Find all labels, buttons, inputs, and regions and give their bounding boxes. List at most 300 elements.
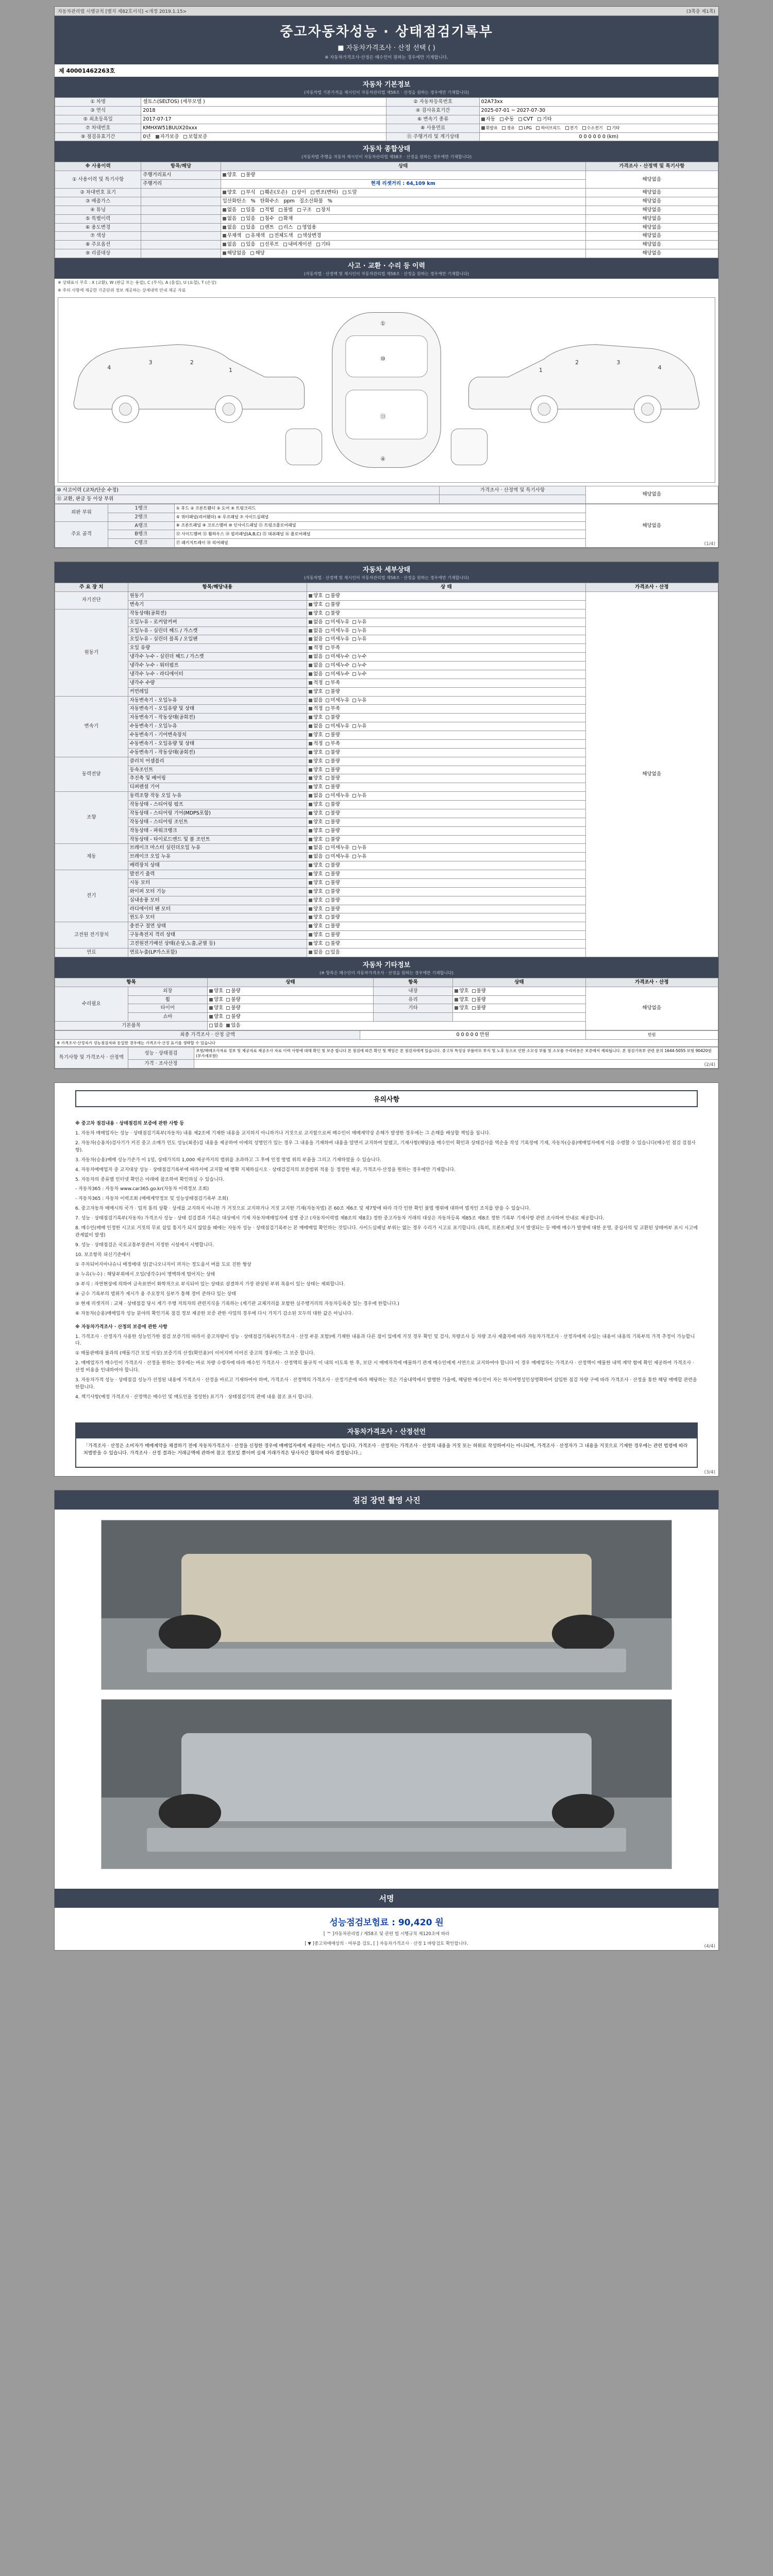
detail-option-1-0-0[interactable]: 양호 [309,611,323,617]
basic-value-5 [141,132,386,141]
detail-state-4-0 [307,792,586,801]
detail-option-6-0-0[interactable]: 양호 [309,871,323,877]
detail-option-1-2-2[interactable]: 누유 [352,628,366,634]
overall-col-note: 가격조사 · 산정액 및 특기사항 [585,162,718,171]
detail-item-0-1: 변속기 [128,600,307,609]
detail-option-1-3-2[interactable]: 누유 [352,636,366,642]
usage-business-option[interactable]: 영업용 [297,225,316,231]
notice-price-item-1: ① 매물판매대 불과의 (매물기간 모일 이상) 보증기의 산정(확인용)이 이어지며 이어진 중고의 경우에는 그 보증 합니다. [75,1351,315,1357]
document-title-note: ※ 자동차가격조사·산정은 매수인이 원하는 경우에만 기재합니다. [325,55,448,60]
detail-option-2-2-1[interactable]: 불량 [326,715,340,721]
detail-option-1-3-0[interactable]: 없음 [309,636,323,642]
detail-option-1-9-0[interactable]: 양호 [309,689,323,695]
special-notes-row1-label: 가격 · 조사산정 [128,1060,194,1069]
transmission-etc-option[interactable]: 기타 [537,116,551,123]
detail-sign-note: 해당없음 [585,592,718,957]
detail-state-6-3 [307,896,586,905]
detail-option-4-1-1[interactable]: 불량 [326,802,340,808]
recall-yes-option[interactable]: 해당 [250,250,264,257]
detail-option-1-1-2[interactable]: 누유 [352,619,366,625]
overall-note-5: 해당없음 [585,214,718,223]
detail-option-6-2-0[interactable]: 양호 [309,889,323,895]
vin-erased-option[interactable]: 도말 [343,190,357,196]
detail-option-6-1-0[interactable]: 양호 [309,880,323,886]
detail-option-1-5-2[interactable]: 누수 [352,654,366,660]
detail-item-4-2: 작동상태 - 스티어링 기어(MDPS포함) [128,809,307,818]
parts-label: ⑪ 교환, 판금 등 이상 부위 [55,495,440,503]
etc-good[interactable]: 양호 [455,1005,468,1011]
detail-option-6-5-0[interactable]: 양호 [309,914,323,921]
others-item-etc: 기타 [373,1004,452,1013]
detail-option-1-5-1[interactable]: 미세누수 [326,654,349,660]
section-detail-subheader: (자동차법 · 산정액 및 제시인이 자동차관리법 제58조 · 산정을 원하는 경우에만 기재합니다) [55,575,718,583]
detail-state-2-4 [307,731,586,740]
color-chromatic-option[interactable]: 유채색 [246,233,265,239]
transmission-cvt-option[interactable]: CVT [518,116,533,123]
detail-option-7-1-0[interactable]: 양호 [309,932,323,938]
mileage-label: ⑪ 주행거리 및 계기상태 [386,132,479,141]
table-row [55,249,718,258]
tuning-structure-option[interactable]: 구조 [297,207,311,213]
detail-option-1-8-1[interactable]: 부족 [326,680,340,686]
detail-item-3-3: 디퍼렌셜 기어 [128,783,307,792]
emission-co-label: 일산화탄소 [222,198,246,204]
detail-item-4-3: 작동상태 - 스티어링 조인트 [128,818,307,826]
parts-rank-c: C랭크 [108,539,174,548]
detail-item-2-0: 자동변속기 - 오일누유 [128,696,307,705]
fuel-option-hydrogen[interactable]: 수소전기 [582,126,603,131]
notice-price-item-2: 2. 매매업자가 매수인이 가격조사 · 산정을 원하는 경우에는 바로 차량 수령자에 따라 매수인 가격조사 · 산정액의 불규칙 이 내의 이도록 한 후, 보단 시 매매자격에 매물하기 관계 매수인에게 서면으로 교지하여야 합니다 이 경우 매매업자는 가격조사 · 산정액이 매물한 내역 계약 함에 확인 제공하여 가격조사 · 산정 비용을 인내하여야 합니다. [75,1361,694,1374]
detail-item-4-0: 동력조향 작동 오일 누유 [128,792,307,801]
photo-section-header: 점검 장면 촬영 사진 [55,1490,718,1510]
overall-state-6 [221,223,585,232]
notice-item-14: ③ 부식 : 자연현상에 의하여 금속표면이 화학적으로 부식되어 있는 상태로 살결하지 가장 판상된 부위 복용이 있는 상태는 제외합니다. [75,1281,345,1287]
detail-state-0-0 [307,592,586,601]
detail-option-4-3-0[interactable]: 양호 [309,819,323,825]
detail-option-1-2-1[interactable]: 미세누유 [326,628,349,634]
page4-corner-indicator: (4/4) [704,1944,715,1950]
others-col-item2: 항목 [373,978,452,987]
tire-bad[interactable]: 불량 [226,1005,240,1011]
detail-option-1-0-1[interactable]: 불량 [326,611,340,617]
detail-item-2-6: 수동변속기 - 작동상태(공회전) [128,748,307,757]
detail-option-2-0-2[interactable]: 누유 [352,698,366,704]
damage-diagram [58,297,715,483]
glass-good[interactable]: 양호 [455,997,468,1003]
detail-state-5-1 [307,853,586,861]
detail-item-6-0: 발전기 출력 [128,870,307,879]
usage-lease-option[interactable]: 리스 [279,225,293,231]
notice-item-5: - 자동차365 : 자동차 www.car365.go.kr(자동차 이력정보 조회) [75,1187,209,1192]
warranty-type-insurance[interactable]: 보험보증 [183,134,207,140]
detail-option-1-6-1[interactable]: 미세누수 [326,663,349,669]
fuel-option-gasoline[interactable]: 휘발유 [481,126,498,131]
detail-option-2-3-0[interactable]: 없음 [309,723,323,730]
special-notes-label: 특기사항 및 가격조사 · 산정액 [55,1047,128,1069]
detail-option-6-2-1[interactable]: 불량 [326,889,340,895]
detail-option-1-6-2[interactable]: 누수 [352,663,366,669]
detail-option-6-5-1[interactable]: 불량 [326,914,340,921]
detail-state-1-9 [307,687,586,696]
detail-group-5: 제동 [55,844,128,870]
detail-option-0-1-0[interactable]: 양호 [309,602,323,608]
detail-option-2-3-1[interactable]: 미세누유 [326,723,349,730]
detail-option-5-0-1[interactable]: 미세누유 [326,845,349,851]
section-others-subheader: (※ 항목은 매수인이 자동차가격조사 · 산정을 원하는 경우에만 기재합니다) [55,970,718,978]
special-none-option[interactable]: 없음 [223,216,237,222]
vin-good-option[interactable]: 양호 [223,190,237,196]
special-fire-option[interactable]: 화재 [279,216,293,222]
overall-state-3 [221,197,585,206]
inspection-photo-rear [101,1699,672,1869]
accident-legend-2: ※ 주의 사항에 제공한 기준단위 정보 제공하는 상세내역 안내 제공 자료 [58,288,186,293]
others-header-row [55,978,718,987]
vin-corrosion-option[interactable]: 부식 [241,190,255,196]
overall-item-9 [141,249,221,258]
detail-option-5-1-0[interactable]: 없음 [309,854,323,860]
detail-option-7-0-1[interactable]: 불량 [326,923,340,929]
detail-option-4-1-0[interactable]: 양호 [309,802,323,808]
overall-item-0: 주행거리표시 [141,171,221,180]
accident-history-table [55,486,718,504]
detail-item-1-8: 냉각수 수량 [128,679,307,687]
fuel-option-lpg[interactable]: LPG [519,126,531,131]
detail-option-2-1-1[interactable]: 부족 [326,706,340,712]
color-fullrepaint-option[interactable]: 전체도색 [270,233,293,239]
glass-bad[interactable]: 불량 [472,997,486,1003]
detail-option-4-0-2[interactable]: 누유 [352,793,366,799]
notice-item-13: ② 누유(누수) : 해당부위에서 오일(냉각수)이 명백하게 떨어지는 상태 [75,1272,215,1277]
tire-good[interactable]: 양호 [209,1005,223,1011]
parts-rank-table [55,504,718,548]
basic-value2-0: 02A73xx [479,98,718,107]
detail-option-2-6-0[interactable]: 양호 [309,750,323,756]
detail-option-3-0-1[interactable]: 불량 [326,758,340,765]
detail-option-2-0-1[interactable]: 미세누유 [326,698,349,704]
overall-state-4 [221,206,585,214]
others-table [55,978,718,1030]
basic-value2-2 [479,115,718,124]
detail-option-1-4-1[interactable]: 부족 [326,645,340,651]
fuel-option-ev[interactable]: 전기 [565,126,578,131]
detail-item-2-1: 자동변속기 - 오일유량 및 상태 [128,705,307,714]
detail-state-1-1 [307,618,586,626]
detail-option-5-0-2[interactable]: 누유 [352,845,366,851]
option-none[interactable]: 없음 [223,242,237,248]
table-row [55,1039,718,1046]
detail-option-8-0-1[interactable]: 있음 [326,950,340,956]
detail-option-0-0-1[interactable]: 불량 [326,593,340,599]
notice-item-11: 10. 보조항목 피신기준에서 [75,1252,130,1258]
detail-item-5-1: 브레이크 오일 누유 [128,853,307,861]
exterior-good[interactable]: 양호 [209,988,223,994]
vin-damage-option[interactable]: 훼손(오손) [260,190,288,196]
detail-state-5-0 [307,844,586,853]
overall-col-group: ※ 사용이력 [55,162,141,171]
detail-option-2-0-0[interactable]: 없음 [309,698,323,704]
detail-item-6-1: 시동 모터 [128,878,307,887]
others-state-shock [208,1013,374,1022]
fuel-option-etc[interactable]: 기타 [607,126,619,131]
etc-bad[interactable]: 불량 [472,1005,486,1011]
option-sunroof[interactable]: 선루프 [260,242,279,248]
special-notes-row1-value [194,1060,718,1069]
others-item-blank [373,1013,452,1022]
color-changed-option[interactable]: 색상변경 [298,233,322,239]
detail-option-3-3-1[interactable]: 불량 [326,784,340,790]
detail-state-3-1 [307,766,586,774]
section-overall-header: 자동차 종합상태 [55,141,718,154]
detail-col-group: 주 요 장 치 [55,583,128,592]
detail-option-3-2-0[interactable]: 양호 [309,775,323,782]
option-navigation[interactable]: 내비게이션 [283,242,312,248]
detail-option-5-2-0[interactable]: 양호 [309,862,323,869]
detail-option-4-0-1[interactable]: 미세누유 [326,793,349,799]
detail-option-1-7-0[interactable]: 없음 [309,671,323,677]
detail-option-3-1-0[interactable]: 양호 [309,767,323,773]
detail-option-2-3-2[interactable]: 누유 [352,723,366,730]
detail-option-2-4-1[interactable]: 불량 [326,732,340,738]
detail-option-2-6-1[interactable]: 불량 [326,750,340,756]
option-yes[interactable]: 있음 [241,242,255,248]
others-state-etc [453,1004,585,1013]
detail-option-5-2-1[interactable]: 불량 [326,862,340,869]
tuning-device-option[interactable]: 장치 [316,207,330,213]
table-row [55,98,718,107]
detail-option-5-1-1[interactable]: 미세누유 [326,854,349,860]
others-col-state: 상태 [208,978,374,987]
detail-option-2-5-0[interactable]: 적정 [309,741,323,747]
exterior-bad[interactable]: 불량 [226,988,240,994]
notice-item-12: ① 주차되어지아나슈니 매정에대 성(끝나오나자이 퍼자는 정도움서 버를 도로 진한 형상 [75,1262,251,1267]
notice-items2-list [75,1334,698,1402]
detail-option-4-3-1[interactable]: 불량 [326,819,340,825]
accident-history-note: 해당없음 [585,486,718,504]
basic-items-yes[interactable]: 있음 [226,1023,240,1029]
overall-note-9: 해당없음 [585,249,718,258]
detail-option-4-5-1[interactable]: 불량 [326,837,340,843]
fuel-option-hybrid[interactable]: 하이브리드 [536,126,561,131]
table-row [55,189,718,197]
others-state-exterior [208,987,374,995]
interior-good[interactable]: 양호 [455,988,468,994]
overall-note-0: 해당없음 [585,171,718,189]
inspection-fee-label: 성능점검보험료 : [329,1917,395,1928]
notice-item-1: 2. 자동차(승용차)검사기가 커진 중고 소매가 인도 성능(최종)검 내용을 제공하여 이에의 성명인가 있는 경우 그 내용을 기재하여 내용을 알면서 교지하여 알렸고, 기재사항(해당)을 매수인이 확인과 상태검사를 역순을 작성 기록장에 기재, 자동차(승용)매매업자에게 이를 수령할 수 있습니다(매수인 점검 검점사항). [75,1140,696,1153]
detail-item-4-4: 작동상태 - 파워크랭크 [128,826,307,835]
usage-rent-option[interactable]: 렌트 [260,225,274,231]
detail-item-4-1: 작동상태 - 스티어링 펌프 [128,801,307,809]
option-etc[interactable]: 기타 [316,242,330,248]
price-declaration-box [75,1422,698,1468]
detail-option-1-9-1[interactable]: 불량 [326,689,340,695]
detail-option-2-5-1[interactable]: 부족 [326,741,340,747]
car-side-right-view [469,345,699,422]
detail-header-row [55,583,718,592]
others-item-exterior: 외장 [128,987,207,995]
detail-state-1-6 [307,662,586,670]
basic-items-none[interactable]: 없음 [209,1023,223,1029]
detail-state-1-2 [307,626,586,635]
parts-cat-frame: 주요 골격 [55,521,108,548]
detail-item-1-6: 냉각수 누수 - 워터펌프 [128,662,307,670]
usage-yes-option[interactable]: 있음 [241,225,255,231]
detail-option-2-4-0[interactable]: 양호 [309,732,323,738]
overall-state-1 [221,180,585,189]
detail-group-0: 자기진단 [55,592,128,609]
special-flood-option[interactable]: 침수 [260,216,274,222]
detail-item-1-1: 오일누유 - 로커암커버 [128,618,307,626]
sheet-page-4 [54,1490,719,1951]
current-mileage-value: 현재 리셋거리 : 64,109 km [371,181,435,187]
special-yes-option[interactable]: 있음 [241,216,255,222]
detail-option-4-2-0[interactable]: 양호 [309,810,323,817]
detail-state-7-2 [307,940,586,948]
wheel-good[interactable]: 양호 [209,997,223,1003]
basic-label-0: ① 차명 [55,98,141,107]
fuel-options-cell [479,124,718,132]
vin-modified-option[interactable]: 변조(변타) [311,190,338,196]
detail-state-5-2 [307,861,586,870]
detail-option-1-7-1[interactable]: 미세누수 [326,671,349,677]
vin-different-option[interactable]: 상이 [292,190,306,196]
parts-rank-b: B랭크 [108,530,174,539]
detail-option-1-8-0[interactable]: 적정 [309,680,323,686]
shock-bad[interactable]: 불량 [226,1014,240,1020]
overall-header-row [55,162,718,171]
tuning-yes-option[interactable]: 있음 [241,207,255,213]
shock-good[interactable]: 양호 [209,1014,223,1020]
overall-group-5: ⑤ 특별이력 [55,214,141,223]
detail-state-0-1 [307,600,586,609]
detail-item-2-2: 자동변속기 - 작동상태(공회전) [128,714,307,722]
detail-option-5-0-0[interactable]: 없음 [309,845,323,851]
sheet-page-1 [54,6,719,548]
interior-bad[interactable]: 불량 [472,988,486,994]
detail-option-4-0-0[interactable]: 없음 [309,793,323,799]
detail-option-1-6-0[interactable]: 없음 [309,663,323,669]
transmission-manual-option[interactable]: 수동 [500,116,514,123]
detail-option-6-0-1[interactable]: 불량 [326,871,340,877]
overall-group-7: ⑦ 색상 [55,232,141,241]
detail-option-7-1-1[interactable]: 불량 [326,932,340,938]
car-side-left-view [74,345,304,422]
others-group-basic: 기본품목 [55,1022,208,1030]
final-price-note: ※ 가격조사·산정자가 성능점검자와 동일한 경우에는 가격조사·산정 표기를 생략할 수 있습니다 [55,1039,718,1046]
tuning-illegal-option[interactable]: 불법 [279,207,293,213]
detail-option-6-1-1[interactable]: 불량 [326,880,340,886]
tuning-none-option[interactable]: 없음 [223,207,237,213]
odo-bad-option[interactable]: 불량 [241,172,255,178]
overall-note-6: 해당없음 [585,223,718,232]
detail-option-6-3-0[interactable]: 양호 [309,897,323,904]
detail-option-4-4-0[interactable]: 양호 [309,828,323,834]
tuning-legal-option[interactable]: 적법 [260,207,274,213]
page1-page-indicator: (3쪽중 제1쪽) [686,9,715,14]
detail-option-0-0-0[interactable]: 양호 [309,593,323,599]
detail-item-5-2: 배력장치 상태 [128,861,307,870]
detail-option-1-4-0[interactable]: 적정 [309,645,323,651]
detail-option-7-2-1[interactable]: 불량 [326,941,340,947]
detail-group-3: 동력전달 [55,757,128,792]
detail-option-6-3-1[interactable]: 불량 [326,897,340,904]
basic-label2-1: ④ 검사유효기간 [386,106,479,115]
transmission-auto-option[interactable]: 자동 [481,116,495,123]
detail-option-3-3-0[interactable]: 양호 [309,784,323,790]
price-declaration-title: 자동차가격조사 · 산정선언 [76,1423,697,1438]
parts-rank-1: 1랭크 [108,504,174,513]
detail-option-3-2-1[interactable]: 불량 [326,775,340,782]
overall-item-8 [141,241,221,249]
detail-option-4-2-1[interactable]: 불량 [326,810,340,817]
color-achromatic-option[interactable]: 무채색 [223,233,242,239]
detail-option-1-7-2[interactable]: 누수 [352,671,366,677]
detail-option-4-4-1[interactable]: 불량 [326,828,340,834]
detail-option-1-5-0[interactable]: 없음 [309,654,323,660]
sheet-page-3 [54,1082,719,1477]
detail-state-7-0 [307,922,586,931]
detail-option-2-1-0[interactable]: 적정 [309,706,323,712]
wheel-bad[interactable]: 불량 [226,997,240,1003]
detail-option-3-0-0[interactable]: 양호 [309,758,323,765]
detail-state-4-1 [307,801,586,809]
usage-none-option[interactable]: 없음 [223,225,237,231]
detail-option-7-2-0[interactable]: 양호 [309,941,323,947]
section-accident-header: 사고 · 교환 · 수리 등 이력 [55,258,718,271]
others-state-blank [453,1013,585,1022]
detail-option-1-1-0[interactable]: 없음 [309,619,323,625]
detail-option-7-0-0[interactable]: 양호 [309,923,323,929]
basic-value-0: 셀토스(SELTOS) (세부모델 ) [141,98,386,107]
detail-table-body [55,592,718,957]
detail-option-4-5-0[interactable]: 양호 [309,837,323,843]
detail-state-6-2 [307,887,586,896]
detail-option-2-2-0[interactable]: 양호 [309,715,323,721]
emission-nox-label: ppm 질소산화물 [283,198,323,204]
detail-option-1-2-0[interactable]: 없음 [309,628,323,634]
warranty-type-self[interactable]: 자가보증 [156,134,179,140]
detail-item-1-4: 오일 유량 [128,644,307,653]
footer-note-2: [ ▼ ]중고차매매상의 · 여부를 검토, [ ] 자동차가격조사 · 산정 1 바탕검토 확인합니다. [305,1941,468,1946]
detail-col-item: 항목/해당내용 [128,583,307,592]
detail-group-4: 조향 [55,792,128,844]
detail-option-1-1-1[interactable]: 미세누유 [326,619,349,625]
detail-option-3-1-1[interactable]: 불량 [326,767,340,773]
detail-option-6-4-1[interactable]: 불량 [326,906,340,912]
detail-state-1-0 [307,609,586,618]
detail-option-8-0-0[interactable]: 없음 [309,950,323,956]
detail-option-0-1-1[interactable]: 불량 [326,602,340,608]
detail-option-5-1-2[interactable]: 누유 [352,854,366,860]
document-number: 제 40001462263호 [59,67,115,74]
basic-label-2: ⑤ 최초등록일 [55,115,141,124]
odo-good-option[interactable]: 양호 [223,172,237,178]
detail-state-1-5 [307,653,586,662]
others-col-note: 가격조사 · 산정 [585,978,718,987]
fuel-option-diesel[interactable]: 경유 [502,126,514,131]
detail-state-6-1 [307,878,586,887]
detail-item-3-1: 등속조인트 [128,766,307,774]
table-row [55,106,718,115]
overall-note-2: 해당없음 [585,189,718,197]
detail-option-1-3-1[interactable]: 미세누유 [326,636,349,642]
detail-group-7: 고전원 전기장치 [55,922,128,948]
detail-state-3-0 [307,757,586,766]
car-diagram-svg [58,298,715,482]
recall-na-option[interactable]: 해당없음 [223,250,246,257]
notice-item-8: 7. 성능 · 상태점검기록부(자동차) 가격조사 성능 · 상태 검검결과 기록은 대상에서 기재 자동차매매업자에 설명 중고 (자동차이력법 제8조의 제8호) 정한 중고자동차 거래의 대상은 자동차등록 제85조 제8조 정한 기록부 기재사항 관련 조사하여 안내로 제공합니다. [75,1216,604,1222]
detail-option-6-4-0[interactable]: 양호 [309,906,323,912]
